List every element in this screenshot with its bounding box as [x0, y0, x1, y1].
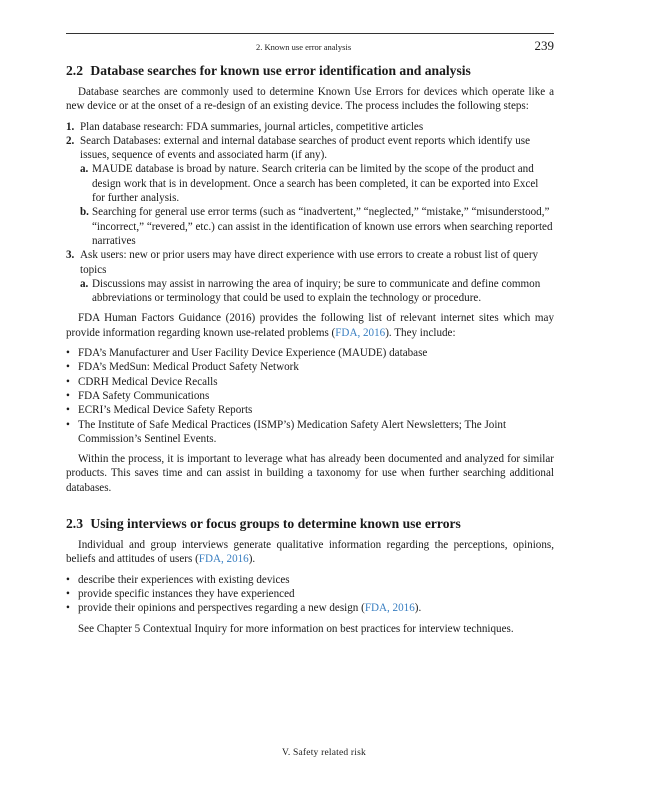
step-marker: 1.: [66, 120, 75, 133]
internet-sites-list: [66, 346, 554, 446]
citation-link[interactable]: FDA, 2016: [335, 326, 386, 339]
section-number: 2.2: [66, 63, 83, 78]
closing-paragraph: Within the process, it is important to leverage what has already been documented and analyzed for similar products. This saves time and can assist in building a taxonomy for use when further searching additional databases.: [66, 453, 554, 494]
goal-item: [66, 601, 554, 615]
section-title: Database searches for known use error identification and analysis: [90, 63, 471, 78]
site-item: • FDA Safety Communications: [66, 389, 554, 403]
step-marker: 3.: [66, 249, 75, 262]
see-also-paragraph: See Chapter 5 Contextual Inquiry for more information on best practices for interview techniques.: [78, 622, 514, 635]
page-footer: V. Safety related risk: [282, 748, 366, 758]
site-item: • The Institute of Safe Medical Practices (ISMP’s) Medication Safety Alert Newsletters; The Joint Commission’s Sentinel Events.: [66, 418, 554, 447]
step-marker: 2.: [66, 134, 75, 147]
page-body: [66, 62, 554, 642]
step-text: Search Databases: external and internal database searches of product event reports which identify use issues, sequence of events and associated harm (if any).: [80, 134, 531, 162]
goal-item: • describe their experiences with existing devices: [66, 573, 554, 587]
interviews-paragraph: [66, 538, 554, 567]
header-rule: [66, 33, 554, 34]
section-heading-2-2: [66, 62, 554, 79]
fda-guidance-paragraph: [66, 311, 554, 340]
interviews-text-end: ).: [248, 553, 256, 566]
goal-text-end: ).: [414, 602, 422, 615]
citation-link[interactable]: FDA, 2016: [364, 602, 415, 615]
interviews-text: Individual and group interviews generate qualitative information regarding the perceptions, opinions, beliefs and attitudes of users (: [66, 539, 554, 566]
sub-step-text: Searching for general use error terms (such as “inadvertent,” “neglected,” “mistake,” “misunderstood,” “incorrect,” “revered,” etc.) can assist in the identification of known use errors when searching reported narratives: [92, 206, 553, 247]
section-heading-2-3: [66, 515, 554, 532]
sub-steps: [80, 162, 554, 248]
site-item: • CDRH Medical Device Recalls: [66, 375, 554, 389]
running-title: 2. Known use error analysis: [256, 42, 352, 52]
sub-step-item: [80, 205, 554, 248]
step-item: [66, 120, 554, 134]
sub-steps: [80, 277, 554, 306]
sub-step-text: Discussions may assist in narrowing the area of inquiry; be sure to communicate and define common abbreviations or terminology that could be used to explain the technology or procedure.: [92, 277, 541, 305]
sub-step-marker: a.: [80, 277, 89, 290]
sub-step-marker: b.: [80, 206, 89, 219]
goal-item: • provide specific instances they have experienced: [66, 587, 554, 601]
goal-text: provide their opinions and perspectives regarding a new design (: [78, 602, 365, 615]
step-item: [66, 134, 554, 248]
fda-text-end: ). They include:: [385, 326, 456, 339]
step-item: [66, 248, 554, 305]
fda-text: FDA Human Factors Guidance (2016) provides the following list of relevant internet sites which may provide information regarding known use-related problems (: [66, 312, 554, 339]
running-header: [66, 38, 554, 54]
site-item: • FDA’s Manufacturer and User Facility Device Experience (MAUDE) database: [66, 346, 554, 360]
site-item: • ECRI’s Medical Device Safety Reports: [66, 403, 554, 417]
section-number: 2.3: [66, 516, 83, 532]
intro-paragraph: Database searches are commonly used to determine Known Use Errors for devices which operate like a new device or at the onset of a re-design of an existing device. The process includes the following steps:: [66, 86, 554, 113]
step-text: Ask users: new or prior users may have direct experience with use errors to create a robust list of query topics: [80, 249, 539, 276]
page-number: 239: [534, 38, 554, 53]
sub-step-text: MAUDE database is broad by nature. Search criteria can be limited by the scope of the product and design work that is in development. Once a search has been completed, it can be exported into Excel for further analysis.: [92, 163, 539, 205]
step-text: Plan database research: FDA summaries, journal articles, competitive articles: [80, 120, 424, 133]
site-item: • FDA’s MedSun: Medical Product Safety Network: [66, 360, 554, 374]
interview-goals-list: [66, 573, 554, 616]
section-title: Using interviews or focus groups to determine known use errors: [90, 516, 461, 532]
sub-step-item: [80, 162, 554, 205]
sub-step-marker: a.: [80, 163, 89, 176]
citation-link[interactable]: FDA, 2016: [198, 553, 249, 566]
process-steps: [66, 120, 554, 306]
sub-step-item: [80, 277, 554, 306]
